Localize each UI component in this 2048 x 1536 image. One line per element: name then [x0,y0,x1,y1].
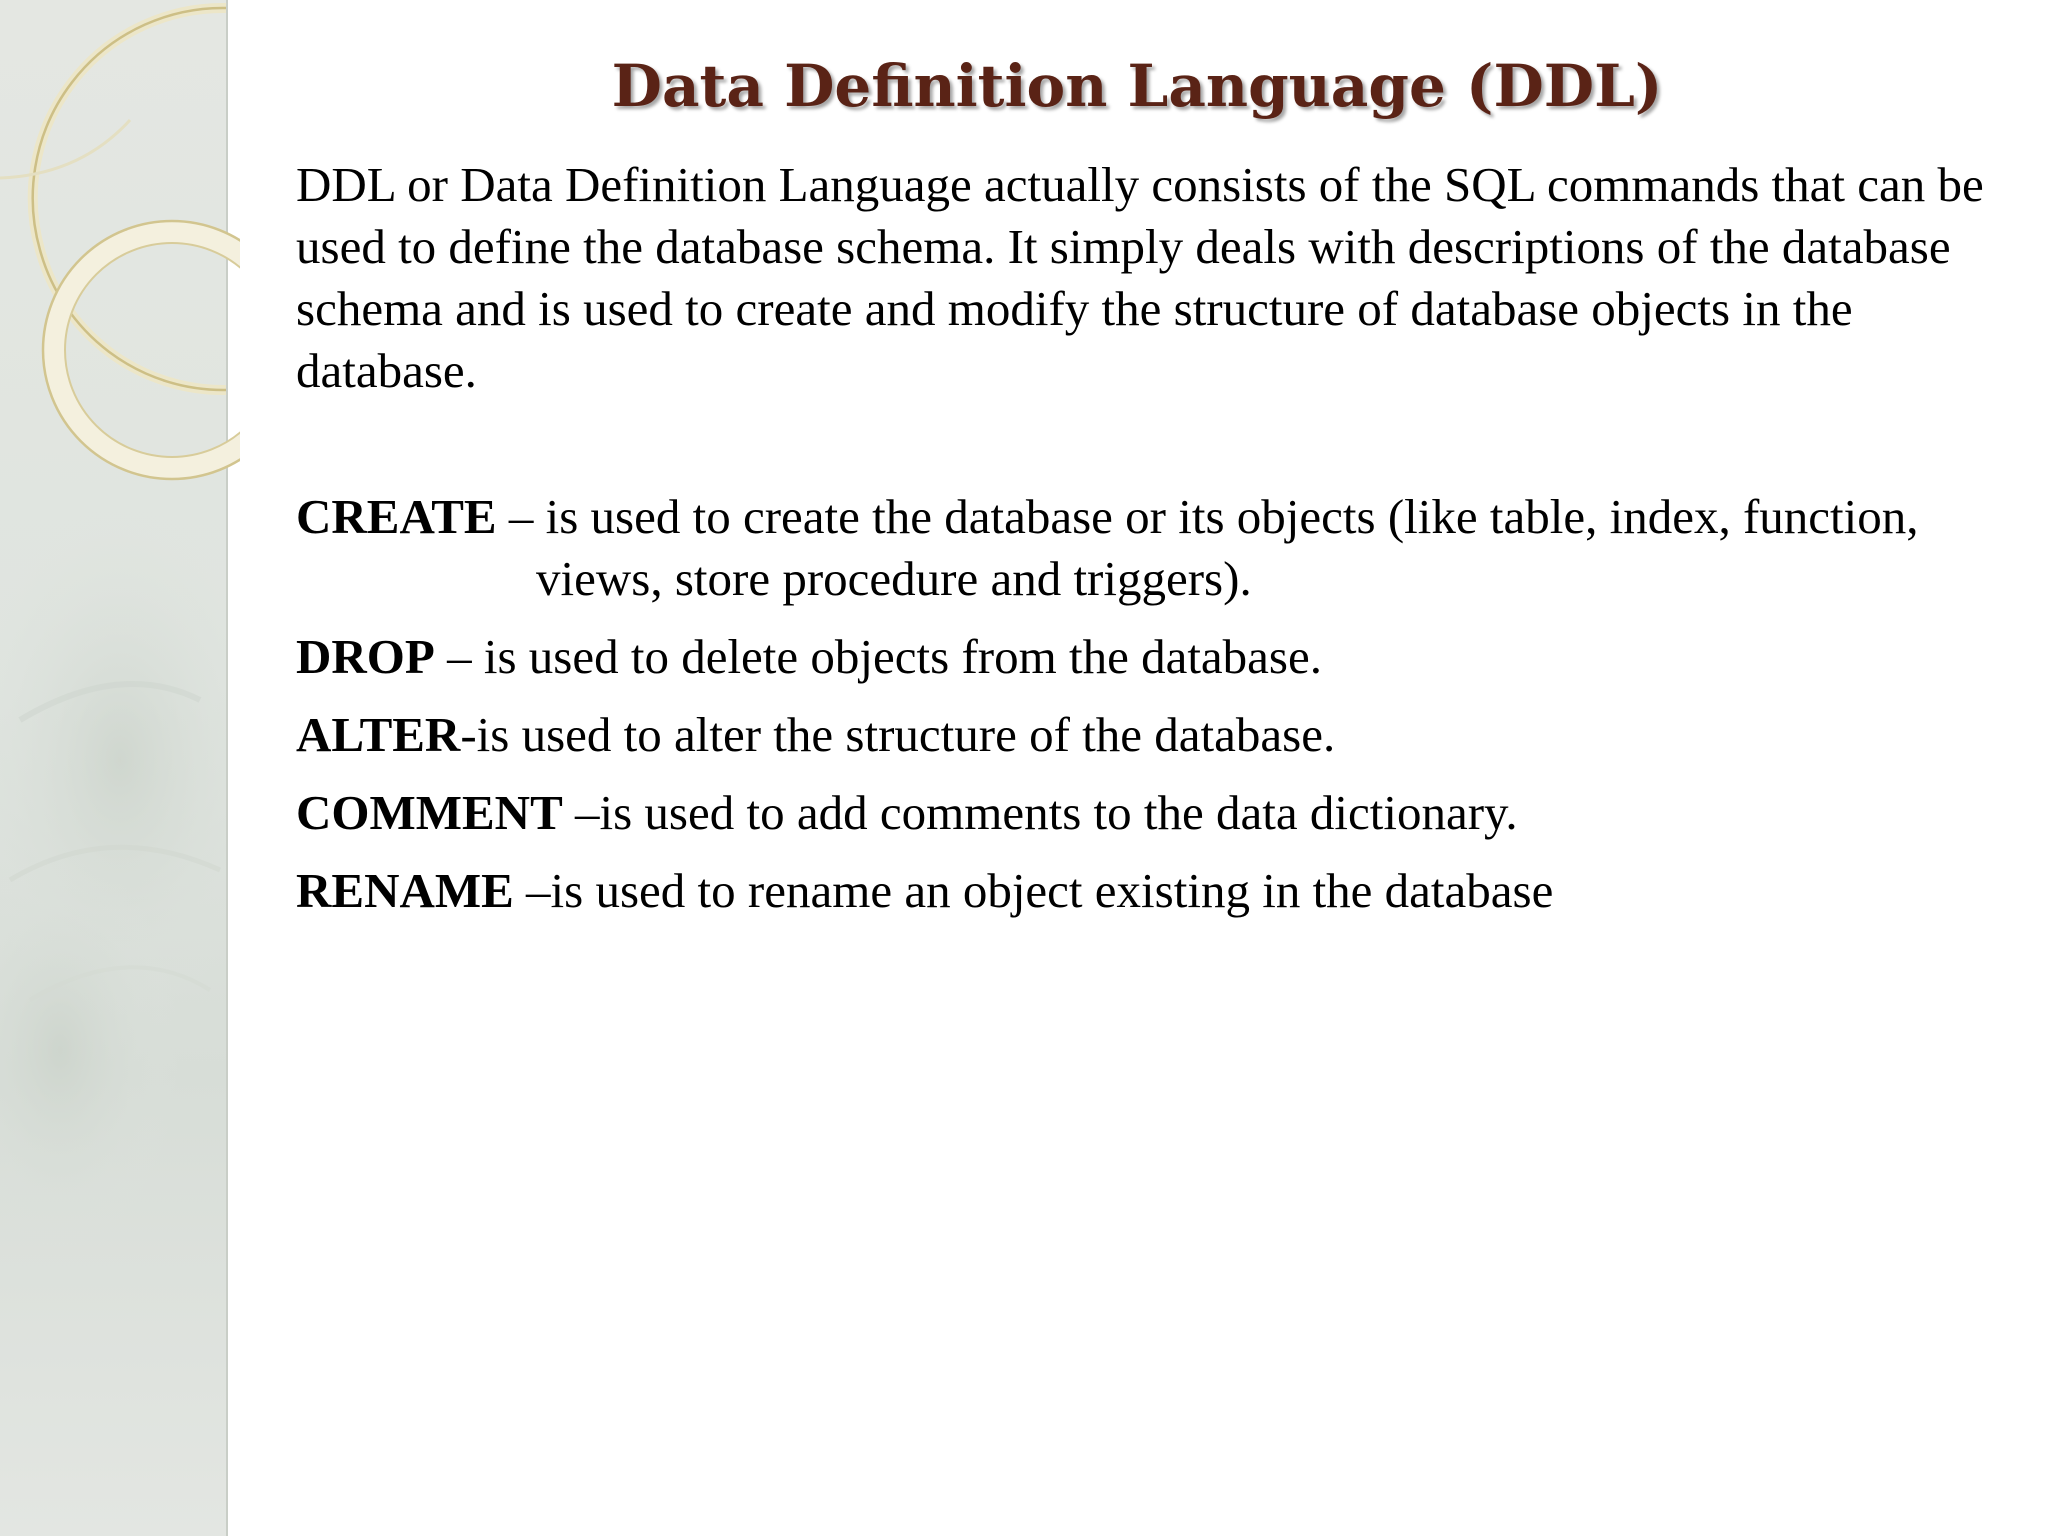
page-title: Data Definition Language (DDL) [611,52,1663,120]
command-description: –is used to rename an object existing in the database [513,863,1554,918]
intro-paragraph: DDL or Data Definition Language actually consists of the SQL commands that can be used to define the database schema. It simply deals with descriptions of the database schema and is used to create and modify the structure of database objects in the database. [296,157,1984,398]
command-description: -is used to alter the structure of the database. [460,707,1336,762]
list-item-rename [296,860,2016,922]
command-name: CREATE [296,489,497,544]
command-description: –is used to add comments to the data dictionary. [562,785,1518,840]
command-name: DROP [296,629,435,684]
command-list [296,486,2016,938]
ring-ornament-icon [0,0,240,520]
command-description: – is used to delete objects from the database. [434,629,1322,684]
list-item-create [296,486,2016,610]
list-item-drop [296,626,2016,688]
command-name: RENAME [296,863,514,918]
list-item-alter [296,704,2016,766]
command-description: – is used to create the database or its objects (like table, index, function, views, store procedure and triggers). [496,489,1919,606]
command-name: COMMENT [296,785,563,840]
list-item-comment [296,782,2016,844]
command-name: ALTER [296,707,461,762]
